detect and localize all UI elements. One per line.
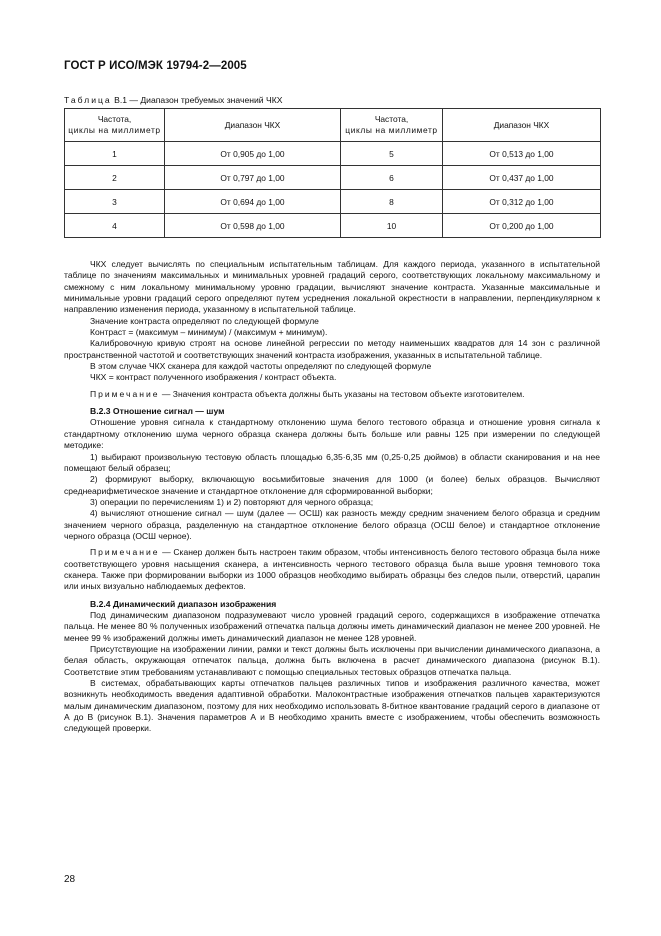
note-1 xyxy=(64,389,600,400)
list-item: 2) формируют выборку, включающую восьмибитовые значения для 1000 (и более) белых образцов. Вычисляют среднеарифметическое значение и стандартное отклонение для сформированной выборки; xyxy=(64,474,600,496)
cell-range: От 0,312 до 1,00 xyxy=(443,190,601,214)
table-caption xyxy=(64,95,282,105)
cell-range: От 0,905 до 1,00 xyxy=(165,142,341,166)
page-number: 28 xyxy=(64,874,76,885)
paragraph: В этом случае ЧКХ сканера для каждой частоты определяют по следующей формуле xyxy=(90,361,432,372)
header-frequency-1 xyxy=(65,109,165,142)
list-item: 3) операции по перечислениям 1) и 2) повторяют для черного образца; xyxy=(90,496,374,507)
cell-frequency: 6 xyxy=(341,166,443,190)
cell-range: От 0,437 до 1,00 xyxy=(443,166,601,190)
table-header-row xyxy=(65,109,601,142)
cell-frequency: 4 xyxy=(65,214,165,238)
cell-frequency: 3 xyxy=(65,190,165,214)
document-body xyxy=(64,259,600,735)
cell-range: От 0,598 до 1,00 xyxy=(165,214,341,238)
cell-range: От 0,694 до 1,00 xyxy=(165,190,341,214)
paragraph: Под динамическим диапазоном подразумевают число уровней градаций серого, содержащихся в изображение отпечатка пальца. Не менее 80 % полученных изображений отпечатка пальца должны иметь динамический диапазон не менее 200 уровней. Не менее 99 % изображений должны иметь динамический диапазон не менее 128 уровней. xyxy=(64,609,600,643)
note-label: Примечание xyxy=(90,388,160,399)
table-row xyxy=(65,166,601,190)
cell-frequency: 10 xyxy=(341,214,443,238)
paragraph: Значение контраста определяют по следующей формуле xyxy=(90,315,319,326)
header-frequency-line1: Частота, xyxy=(374,114,409,124)
note-2 xyxy=(64,547,600,592)
table-caption-title: В.1 — Диапазон требуемых значений ЧКХ xyxy=(111,95,283,105)
paragraph: ЧКХ следует вычислять по специальным испытательным таблицам. Для каждого периода, указанного в испытательной таблице по значениям максимальных и минимальных уровней градаций серого, соответствующих локальному максимальному и смежному с ним локальному минимальному уровню градации, вычисляют значение контраста. Указанные максимальные и минимальные уровни градаций серого определяют путем усреднения локальной окрестности в направлении, перпендикулярном к направлению изменения периода, указанному в испытательной таблице. xyxy=(64,259,600,315)
header-frequency-line2: циклы на миллиметр xyxy=(68,125,161,135)
header-range-2: Диапазон ЧКХ xyxy=(443,109,601,142)
paragraph: Калибровочную кривую строят на основе линейной регрессии по методу наименьших квадратов для 14 зон с различной пространственной частотой и соответствующих значений контраста изображения, указанных в испытательной таблице. xyxy=(64,338,600,360)
note-text: — Сканер должен быть настроен таким образом, чтобы интенсивность белого тестового образца была ниже соответствующего уровня насыщения сканера, а интенсивность черного тестового образца была выше уровня темнового тока сканера. Также при формировании выборки из 1000 образцов необходимо выбирать образцы без следов пыли, отверстий, царапин или иных визуально наблюдаемых дефектов. xyxy=(64,547,600,592)
note-label: Примечание xyxy=(90,547,160,558)
note-text: — Значения контраста объекта должны быть указаны на тестовом объекте изготовителем. xyxy=(159,388,525,399)
cell-range: От 0,200 до 1,00 xyxy=(443,214,601,238)
paragraph: В системах, обрабатывающих карты отпечатков пальцев различных типов и изображения различного качества, может возникнуть необходимость введения адаптивной обработки. Малоконтрастные изображения отпечатков пальцев характеризуются малым динамическим диапазоном, поэтому для них необходимо использовать 8-битное квантование градаций серого в диапазоне от А до В (рисунок В.1). Значения параметров А и В необходимо хранить вместе с изображением, чтобы обеспечить возможность следующей проверки. xyxy=(64,678,600,734)
header-frequency-line1: Частота, xyxy=(97,114,132,124)
cell-range: От 0,513 до 1,00 xyxy=(443,142,601,166)
formula-mtf: ЧКХ = контраст полученного изображения / контраст объекта. xyxy=(90,372,337,383)
cell-frequency: 1 xyxy=(65,142,165,166)
table-row xyxy=(65,190,601,214)
section-heading-b23: В.2.3 Отношение сигнал — шум xyxy=(90,406,225,417)
cell-frequency: 2 xyxy=(65,166,165,190)
header-frequency-line2: циклы на миллиметр xyxy=(345,125,438,135)
paragraph: Отношение уровня сигнала к стандартному отклонению шума белого тестового образца и отношение уровня сигнала к стандартному отклонению шума черного образца сканера должны быть больше или равны 125 при измерении по следующей методике: xyxy=(64,417,600,451)
formula-contrast: Контраст = (максимум – минимум) / (максимум + минимум). xyxy=(90,327,328,338)
list-item: 1) выбирают произвольную тестовую область площадью 6,35·6,35 мм (0,25·0,25 дюймов) в области сканирования и на нее помещают белый образец; xyxy=(64,451,600,473)
cell-frequency: 5 xyxy=(341,142,443,166)
cell-frequency: 8 xyxy=(341,190,443,214)
table-caption-label: Таблица xyxy=(64,95,112,105)
mtf-range-table xyxy=(64,108,601,238)
cell-range: От 0,797 до 1,00 xyxy=(165,166,341,190)
list-item: 4) вычисляют отношение сигнал — шум (далее — ОСШ) как разность между средним значением белого образца и средним значением черного образца, разделенную на стандартное отклонение белого образца (ОСШ белое) и стандартное отклонение черного образца (ОСШ черное). xyxy=(64,508,600,541)
document-header: ГОСТ Р ИСО/МЭК 19794-2—2005 xyxy=(64,60,247,72)
paragraph: Присутствующие на изображении линии, рамки и текст должны быть исключены при вычислении динамического диапазона, а белая область, окружающая отпечаток пальца, должна быть включена в расчет динамического диапазона (рисунок В.1). Соответствие этим требованиям устанавливают с помощью специальных тестовых образцов отпечатка пальца. xyxy=(64,644,600,677)
table-row xyxy=(65,214,601,238)
header-range-1: Диапазон ЧКХ xyxy=(165,109,341,142)
table-row xyxy=(65,142,601,166)
header-frequency-2 xyxy=(341,109,443,142)
section-heading-b24: В.2.4 Динамический диапазон изображения xyxy=(90,598,277,609)
